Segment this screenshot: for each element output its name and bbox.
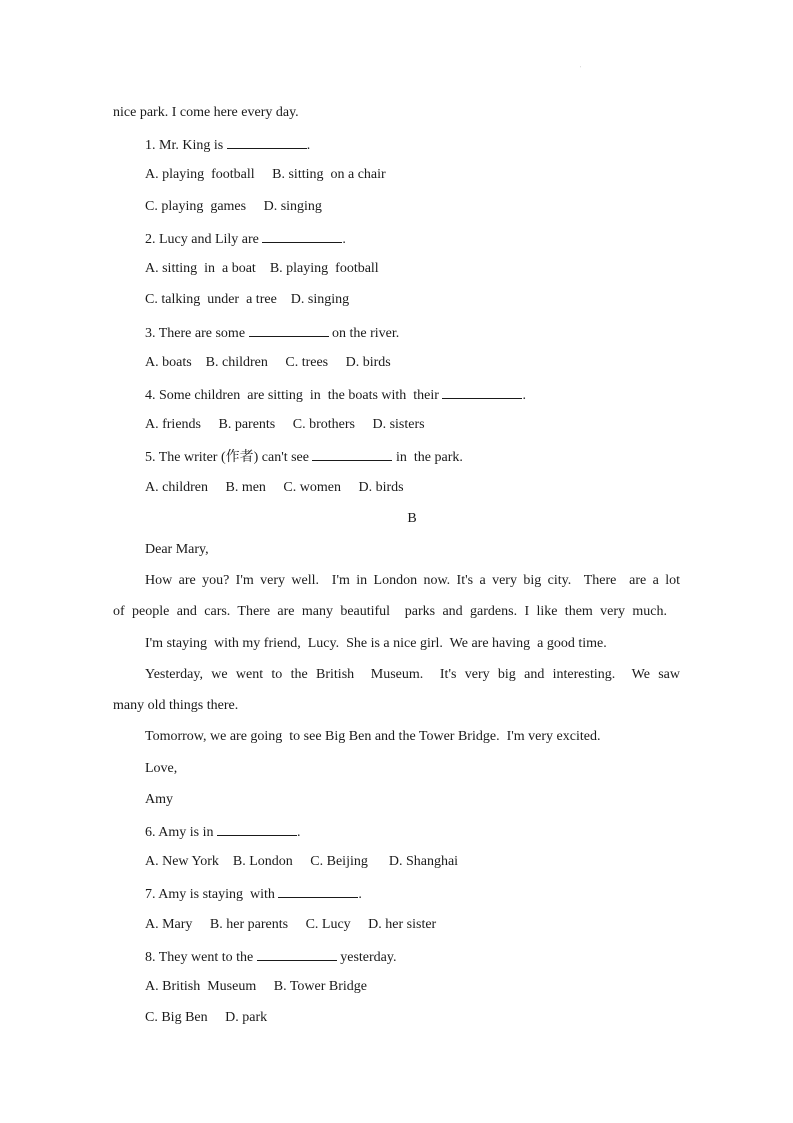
header-mark: ' [580,66,582,72]
question-8-stem: 8. They went to the yesterday. [145,947,396,967]
answer-blank [312,447,392,461]
question-5-stem: 5. The writer (作者) can't see in the park. [145,447,463,467]
question-4-stem: 4. Some children are sitting in the boats with their . [145,385,526,405]
letter-paragraph-1-line-2: of people and cars. There are many beautiful parks and gardens. I like them very much. [113,604,667,619]
letter-closing: Love, [145,761,178,776]
letter-paragraph-2: I'm staying with my friend, Lucy. She is a nice girl. We are having a good time. [145,636,607,651]
letter-signature: Amy [145,792,173,807]
question-6-stem: 6. Amy is in . [145,822,300,842]
passage-tail: nice park. I come here every day. [113,105,299,120]
question-8-options-row1: A. British Museum B. Tower Bridge [145,979,367,994]
answer-blank [262,229,342,243]
answer-blank [257,947,337,961]
question-1-options-row2: C. playing games D. singing [145,199,322,214]
letter-greeting: Dear Mary, [145,542,209,557]
question-7-stem: 7. Amy is staying with . [145,884,362,904]
question-4-options: A. friends B. parents C. brothers D. sisters [145,417,425,432]
answer-blank [442,385,522,399]
question-2-options-row2: C. talking under a tree D. singing [145,292,350,307]
question-8-options-row2: C. Big Ben D. park [145,1010,268,1025]
question-6-options: A. New York B. London C. Beijing D. Shanghai [145,854,459,869]
letter-paragraph-3-line-1: Yesterday, we went to the British Museum. It's very big and interesting. We saw [145,667,680,682]
section-b-title: B [407,511,417,526]
answer-blank [278,884,358,898]
question-1-options-row1: A. playing football B. sitting on a chair [145,167,386,182]
answer-blank [217,822,297,836]
question-5-options: A. children B. men C. women D. birds [145,480,404,495]
question-3-stem: 3. There are some on the river. [145,323,399,343]
answer-blank [249,323,329,337]
letter-paragraph-3-line-2: many old things there. [113,698,239,713]
question-1-stem: 1. Mr. King is . [145,135,310,155]
letter-paragraph-1-line-1: How are you? I'm very well. I'm in London now. It's a very big city. There are a lot [145,573,680,588]
question-7-options: A. Mary B. her parents C. Lucy D. her sister [145,917,437,932]
letter-paragraph-4: Tomorrow, we are going to see Big Ben and the Tower Bridge. I'm very excited. [145,729,601,744]
question-2-options-row1: A. sitting in a boat B. playing football [145,261,379,276]
answer-blank [227,135,307,149]
question-2-stem: 2. Lucy and Lily are . [145,229,346,249]
question-3-options: A. boats B. children C. trees D. birds [145,355,391,370]
